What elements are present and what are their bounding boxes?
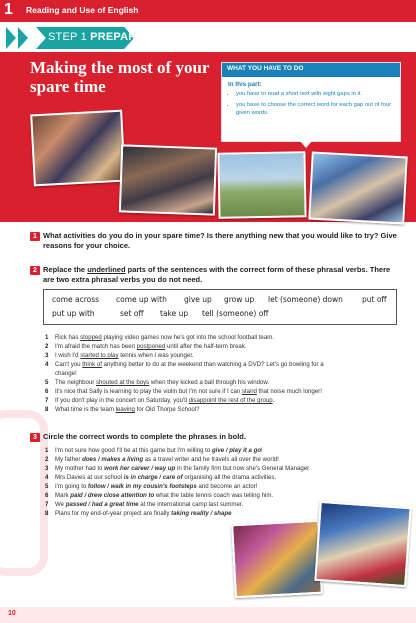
- photo-girl-smiling: [119, 144, 217, 215]
- question-3-text: Circle the correct words to complete the phrases in bold.: [43, 432, 246, 441]
- question-number: 3: [30, 433, 40, 442]
- section-label: Reading and Use of English: [26, 5, 139, 15]
- page-title: Making the most of your spare time: [30, 58, 210, 96]
- sentence: 7 If you don't play in the concert on Saturday, you'll disappoint the rest of the group.: [45, 397, 275, 404]
- sentence: 4 Can't you think of anything better to do at the weekend than watching a DVD? Let's go bowling for a: [45, 361, 324, 368]
- unit-number: 1: [4, 1, 13, 18]
- phrase: take up: [160, 309, 189, 318]
- sentence: 3 I wish I'd started to play tennis when I was younger.: [45, 352, 194, 359]
- phrase: give up: [184, 295, 212, 304]
- phrase: put off: [362, 295, 387, 304]
- wyhtd-bullet: • you have to read a short text with eight gaps in it.: [236, 90, 394, 98]
- question-number: 2: [30, 266, 40, 275]
- phrase: come up with: [116, 295, 167, 304]
- sentence: 5 The neighbour shouted at the boys when they kicked a ball through his window.: [45, 379, 270, 386]
- photo-girls-at-fair: [314, 501, 411, 587]
- phrase: come across: [52, 295, 100, 304]
- chevron-icon: [18, 27, 28, 49]
- sentence: 4 Mrs Davies at our school is in charge / care of organising all the drama activities.: [45, 474, 277, 481]
- wyhtd-subheading: In this part:: [228, 81, 262, 88]
- photo-cheering-teens: [30, 110, 126, 187]
- phrase: tell (someone) off: [202, 309, 269, 318]
- sentence: 8 Plans for my end-of-year project are finally taking reality / shape: [45, 510, 232, 517]
- question-1-text: What activities do you do in your spare time? Is there anything new that you would like to try? Give reasons for your choice.: [43, 231, 397, 250]
- photo-bowling: [231, 520, 323, 599]
- sentence: 8 What time is the team leaving for Old Thorpe School?: [45, 406, 200, 413]
- phrase: set off: [120, 309, 144, 318]
- sentence: 5 I'm going to follow / walk in my cousin's footsteps and become an actor!: [45, 483, 258, 490]
- wyhtd-list: [222, 90, 400, 117]
- photo-friends-outdoors: [217, 151, 306, 219]
- footer-band: [0, 607, 416, 623]
- sentence: 2 I'm afraid the match has been postponed until after the half-term break.: [45, 343, 247, 350]
- phrase: put up with: [52, 309, 95, 318]
- sentence: 2 My father does / makes a living as a travel writer and he travels all over the world!: [45, 456, 279, 463]
- phrase: grow up: [224, 295, 255, 304]
- sentence: 6 It's nice that Sally is learning to play the violin but I'm not sure if I can stand that noise much longer!: [45, 388, 322, 395]
- sentence: 1 I'm not sure how good I'll be at this game but I'm willing to give / play it a go!: [45, 447, 263, 454]
- sentence: 7 We passed / had a great time at the international camp last summer.: [45, 501, 244, 508]
- sentence: change!: [55, 370, 77, 377]
- sentence: 1 Rick has stopped playing video games now he's got into the school football team.: [45, 334, 274, 341]
- phrasal-verb-box: [43, 289, 397, 325]
- question-number: 1: [30, 232, 40, 241]
- question-2-text: Replace the underlined parts of the sentences with the correct form of these phrasal verbs. There are two extra phrasal verbs you do not need.: [43, 265, 391, 284]
- wyhtd-bullet: • you have to choose the correct word for each gap out of four given words.: [236, 101, 394, 117]
- sentence: 6 Mark paid / drew close attention to what the table tennis coach was telling him.: [45, 492, 274, 499]
- wyhtd-heading: WHAT YOU HAVE TO DO: [222, 63, 400, 77]
- chevron-icon: [6, 27, 16, 49]
- page-number: 10: [8, 610, 16, 617]
- decorative-shoe-watermark: [0, 410, 48, 576]
- step-label: STEP 1 PREPARE: [48, 31, 144, 43]
- what-you-have-to-do-box: [222, 63, 400, 141]
- photo-girl-with-phone: [308, 152, 407, 225]
- phrase: let (someone) down: [268, 295, 343, 304]
- sentence: 3 My mother had to work her career / way up in the family firm but now she's General Manager.: [45, 465, 311, 472]
- speech-tail: [300, 141, 312, 148]
